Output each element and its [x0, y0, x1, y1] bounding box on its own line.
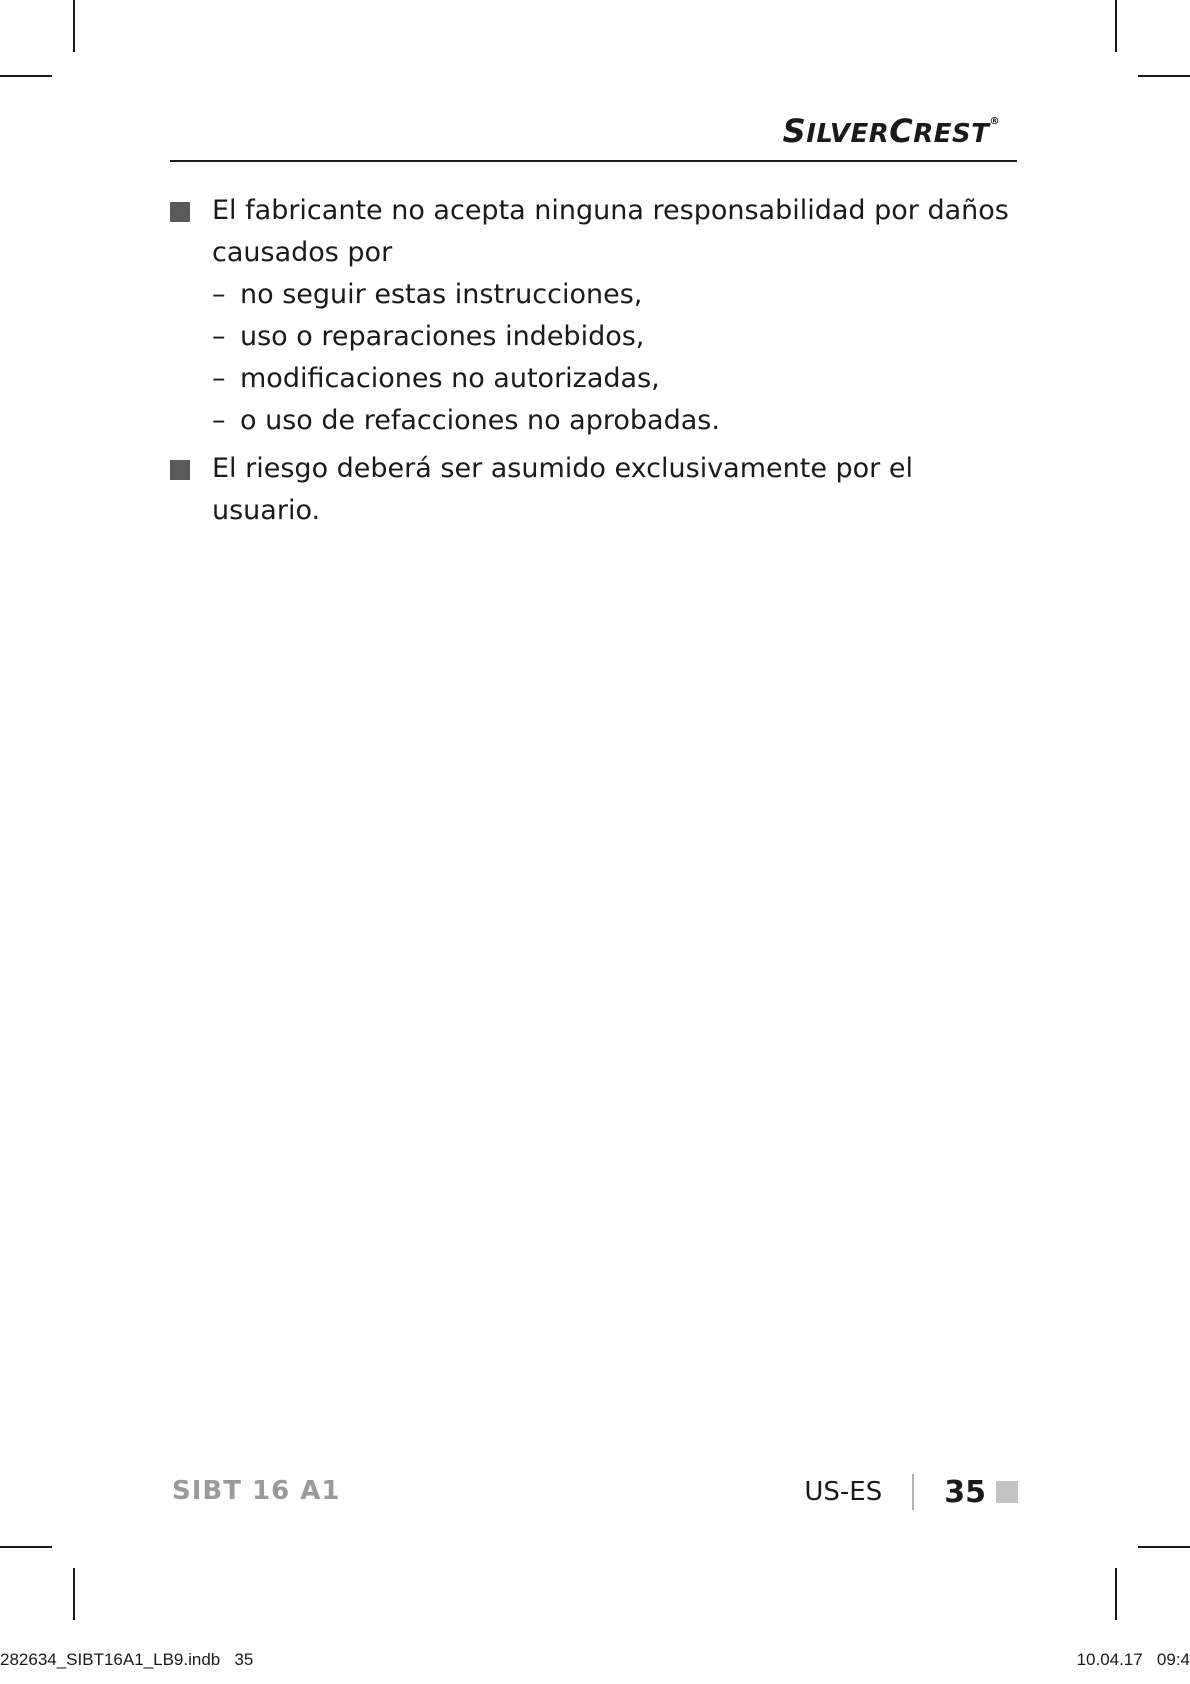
document-body — [170, 190, 1020, 532]
dash-icon: – — [212, 321, 226, 352]
dash-icon: – — [212, 279, 226, 310]
footer-separator — [912, 1474, 914, 1510]
bullet-item-liability — [170, 190, 1020, 442]
footer-model-number: SIBT 16 A1 — [172, 1476, 341, 1506]
square-bullet-icon — [170, 460, 190, 480]
crop-mark-top-left-horizontal — [0, 75, 52, 77]
crop-mark-top-right-horizontal — [1138, 75, 1190, 77]
crop-mark-bottom-right-horizontal — [1138, 1546, 1190, 1548]
bullet-text-line-1: El fabricante no acepta ninguna responsabilidad por daños — [212, 195, 1009, 226]
dash-list-item: – o uso de refacciones no aprobadas. — [212, 400, 1020, 442]
page-marker-icon — [996, 1481, 1018, 1503]
header-rule — [170, 160, 1017, 162]
square-bullet-icon — [170, 202, 190, 222]
bullet-text-line-2: causados por — [212, 237, 393, 268]
footer-language-code: US-ES — [804, 1477, 883, 1507]
crop-mark-bottom-right-vertical — [1115, 1568, 1117, 1620]
bullet-item-risk — [170, 448, 1020, 532]
dash-list — [212, 274, 1020, 442]
slug-file-name: 282634_SIBT16A1_LB9.indb 35 — [0, 1650, 254, 1669]
crop-mark-top-right-vertical — [1115, 0, 1117, 52]
dash-list-item: – modificaciones no autorizadas, — [212, 358, 1020, 400]
brand-logo: SILVERCREST® — [782, 112, 1000, 150]
footer-page-info — [804, 1472, 1018, 1512]
dash-icon: – — [212, 405, 226, 436]
slug-datetime: 10.04.17 09:4 — [1076, 1650, 1190, 1669]
dash-list-item: – no seguir estas instrucciones, — [212, 274, 1020, 316]
page-number: 35 — [944, 1474, 986, 1510]
crop-mark-bottom-left-horizontal — [0, 1546, 52, 1548]
crop-mark-bottom-left-vertical — [73, 1568, 75, 1620]
crop-mark-top-left-vertical — [73, 0, 75, 52]
dash-list-item: – uso o reparaciones indebidos, — [212, 316, 1020, 358]
dash-icon: – — [212, 363, 226, 394]
bullet-text: El riesgo deberá ser asumido exclusivamente por el usuario. — [212, 453, 913, 526]
